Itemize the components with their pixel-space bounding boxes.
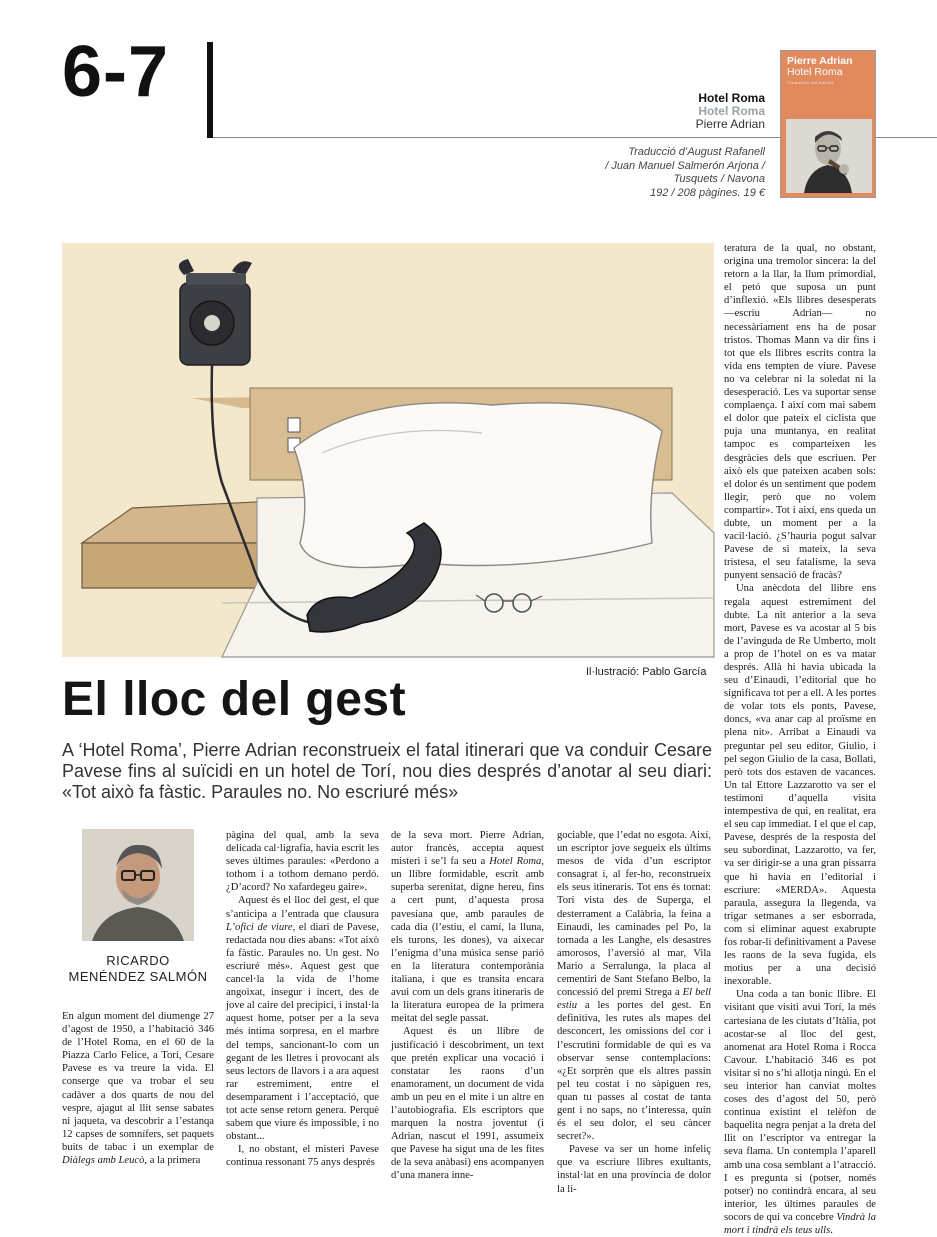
column-3 (391, 829, 544, 1183)
pages-price: 192 / 208 pàgines. 19 € (650, 186, 765, 199)
book-title-spanish: Hotel Roma (698, 104, 765, 118)
book-title-catalan: Hotel Roma (698, 91, 765, 105)
cover-subtitle: Traducción del francés (787, 80, 834, 85)
paragraph: Una coda a tan bonic llibre. El visitant que visiti avui Torí, la més cartesiana de les ciutats d’Itàlia, pot acostar-se al lloc del gest, anomenat ara Hotel Roma i Rocca Cavour. L’habitació 346 es pot visitar si no s’hi allotja ningú. En el seu interior han canviat moltes coses des d’agost del 50, però continua existint el telèfon de baquelita negra penjat a la dreta del llit on l’escriptor va entregar la seva flama. Un contempla l’aparell amb una cosa semblant a l’atracció. I es pregunta si (potser, només potser) no contindrà encara, al seu interior, les últimes paraules de socors de qui va concebre Vindrà la mort i tindrà els teus ulls. (724, 989, 876, 1237)
translator-spanish: / Juan Manuel Salmerón Arjona / (605, 159, 765, 172)
column-5 (724, 242, 876, 1237)
paragraph: gociable, que l’edat no esgota. Així, un escriptor jove segueix els últims mesos de vida d’un escriptor consagrat i, al fer-ho, reconstrueix els seus itineraris. Tot ens és tornat: Torí vista des de Superga, el desterrament a Calàbria, la feina a Einaudi, les caminades pel Po, la tornada a les Langhe, els desastres amorosos, l’aversió al mar, Vila Mario a Serralunga, la placa al cementiri de Sant Stefano Belbo, la concessió del premi Strega a El bell estiu a les portes del gest. En definitiva, les rutes als mapes del desconcert, les omissions del cor i l’escrutini formidable de qui es va observar sense contemplacions: «¿Et sorprèn que els altres passin pel teu costat i no sàpiguen res, quan tu passes al costat de tanta gent i no saps, no t’interessa, quin és el seu dolor, el seu càncer secret?». (557, 830, 711, 1143)
paragraph: Aquest és el lloc del gest, el que s’anticipa a l’entrada que clausura L’ofici de viure, el diari de Pavese, redactada nou dies abans: «Tot això fa fàstic. Paraules no. Un gest. No escriuré més». Aquest gest que cancel·la la vida de l’home angoixat, insegur i incert, des de jove al caire del precipici, i instal·la aquest home, potser per a la seva més íntima sorpresa, en el marbre del temps, sancionant-lo com un gegant de les lletres i provocant als seus lectors de llavors i a ara aquest rar estremiment, entre el desemparament i l’acceptació, que tot acte sense retorn genera. Perquè sabem que viure és impossible, i no obstant... (226, 895, 379, 1143)
author-avatar (82, 829, 194, 941)
paragraph: pàgina del qual, amb la seva delicada cal·ligrafia, havia escrit les seves últimes paraules: «Perdono a tothom i a tothom demano perdó. ¿D’acord? No xafardegeu gaire». (226, 830, 379, 894)
paragraph: Una anècdota del llibre ens regala aquest estremiment del dubte. La nit anterior a la seva mort, Pavese es va acostar al 5 bis de l’avinguda de Re Umberto, molt a prop de l’hotel on es va matar després. Allà hi havia ubicada la seu d’Einaudi, l’editorial que ho significava tot per a ell. A les portes de volar tots els ponts, Pavese, doncs, «va anar cap al proïsme en plena nit». Arribat a Einaudi va preguntar pel seu editor, Giulio, i pel segon Giulio de la casa, Bollati, però tots dos estaven de vacances. Un tal Ettore Lazzarotto va ser el testimoni d’aquella visita intempestiva de qui, en realitat, era el seu cap immediat. I el que el cap, Pavese, després de la resposta del seu subordinat, Lazzarotto, va fer, va ser dirigir-se a una gran pissarra que hi havia en l’editorial i escriure: «MERDA». Aquesta paraula, assegura la llegenda, va trigar setmanes a ser esborrada, com si eliminar aquest exabrupte fos robar-li definitivament a Pavese les raons de la seva fugida, els motius per a una decisió inexorable. (724, 583, 876, 988)
translator-catalan: Traducció d’August Rafanell (628, 146, 765, 158)
book-credits (545, 146, 765, 200)
column-4 (557, 829, 711, 1196)
cover-photo (786, 119, 872, 193)
paragraph: de la seva mort. Pierre Adrian, autor francès, accepta aquest misteri i se’l fa seu a Hotel Roma, un llibre formidable, escrit amb superba serenitat, digne hereu, fins a cert punt, d’aquesta prosa pavesiana que, amb paraules de cada dia (l’estiu, el camí, la lluna, els turons, les dones), va aixecar l’enigma d’una música sense parió en la literatura contemporània italiana, i que es transita encara avui com un dels grans itineraris de la literatura europea de la primera meitat del segle passat. (391, 830, 545, 1025)
cover-title: Hotel Roma (787, 66, 843, 78)
illustration-caption: Il·lustració: Pablo García (586, 666, 707, 678)
illustration (62, 243, 714, 657)
paragraph: teratura de la qual, no obstant, origina una tremolor sincera: la del retorn a la llar, la llum primordial, el petó que suposa un punt d’inflexió. «Els llibres desesperats —escriu Adrian— no necessàriament ens ha de posar tristos. Thomas Mann va dir fins i tot que els llibres escrits contra la vida ens tempten de viure. Pavese no va celebrar ni la soledat ni la desesperació. Les va suportar sense complaença. I així com mai sabem el dolor que pateix el ciclista que puja una muntanya, en realitat tampoc es comparteixen les desgràcies dels que escriuen. Per això els que pateixen acaben sols: el dolor és un sentiment que podem llegir, però que no volem compartir». Tot i així, ens queda un dubte, un moment per a la vacil·lació. ¿S’hauria pogut salvar Pavese de si mateix, la seva tristesa, el seu fatalisme, la seva punyent sensació de fracàs? (724, 243, 876, 582)
author-byline (62, 953, 214, 985)
lede: A ‘Hotel Roma’, Pierre Adrian reconstrueix el fatal itinerari que va conduir Cesare Pavese fins al suïcidi en un hotel de Torí, nou dies després d’anotar al seu diari: «Tot això fa fàstic. Paraules no. No escriuré més» (62, 740, 712, 802)
page-number-bar (207, 42, 213, 138)
book-author: Pierre Adrian (695, 117, 765, 131)
headline: El lloc del gest (62, 673, 407, 726)
cover-author: Pierre Adrian (787, 55, 853, 67)
column-2 (226, 829, 379, 1169)
paragraph: En algun moment del diumenge 27 d’agost de 1950, a l’habitació 346 de l’Hotel Roma, en el 60 de la Piazza Carlo Felice, a Torí, Cesare Pavese es va treure la vida. El conserge que va trobar el seu cadàver a dos quarts de nou del vespre, ajagut al llit sense sabates ni jaqueta, va descobrir a l’estanqa 12 capses de somnífers, set paquets buits de tabac i un exemplar de Diàlegs amb Leucò, a la primera (62, 1011, 214, 1167)
page-number: 6-7 (62, 32, 170, 112)
book-cover (780, 50, 876, 198)
column-1 (62, 1010, 214, 1167)
author-last-name: MENÉNDEZ SALMÓN (68, 969, 208, 984)
paragraph: Pavese va ser un home infeliç que va escriure llibres exultants, instal·lat en una província de dolor la li- (557, 1144, 711, 1195)
paragraph: I, no obstant, el misteri Pavese continua ressonant 75 anys després (226, 1144, 379, 1169)
illustration-drawing (62, 243, 714, 657)
publishers: Tusquets / Navona (673, 173, 765, 185)
author-first-name: RICARDO (106, 953, 170, 968)
book-info (696, 92, 765, 131)
paragraph: Aquest és un llibre de justificació i descobriment, un text que pretén explicar una vocació i constatar les raons d’un enamorament, un document de vida amb un peu en el mite i un altre en l’autobiografia. Els escriptors que marquen la nostra joventut (i Adrian, nascut el 1991, assumeix que Pavese ha sigut una de les fites de la seva anàbasi) ens acompanyen d’una manera inne- (391, 1026, 544, 1182)
